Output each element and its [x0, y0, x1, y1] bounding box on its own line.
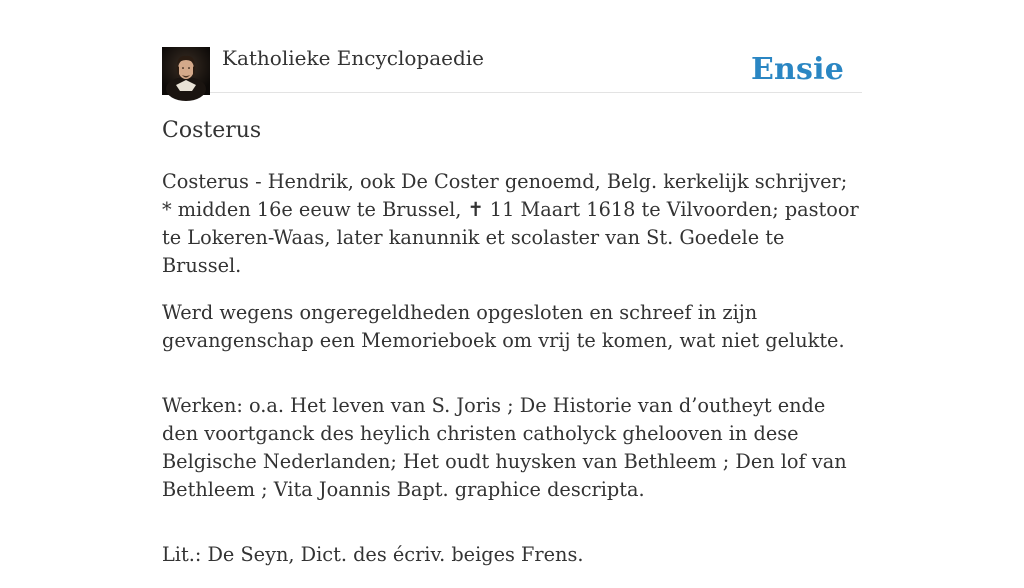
brand-logo[interactable]: Ensie: [750, 52, 844, 87]
avatar-portrait-graphic: [162, 47, 210, 95]
article-paragraph-literature: Lit.: De Seyn, Dict. des écriv. beiges Frens.: [162, 543, 584, 566]
page-title: Costerus: [162, 118, 262, 143]
article-paragraph-biography: Werd wegens ongeregeldheden opgesloten en schreef in zijn gevangenschap een Memorieboek om vrij te komen, wat niet gelukte.: [162, 301, 845, 352]
article-paragraph-intro: Costerus - Hendrik, ook De Coster genoemd, Belg. kerkelijk schrijver; * midden 16e eeuw te Brussel, ✝ 11 Maart 1618 te Vilvoorden; pastoor te Lokeren-Waas, later kanunnik et scolaster van St. Goedele te Brussel.: [162, 170, 859, 277]
article-body: [162, 168, 862, 588]
site-name[interactable]: Katholieke Encyclopaedie: [222, 46, 484, 70]
portrait-avatar-icon[interactable]: [162, 47, 210, 95]
site-header: [162, 44, 862, 93]
article-paragraph-works: Werken: o.a. Het leven van S. Joris ; De Historie van d’outheyt ende den voortganck des heylich christen catholyck ghelooven in dese Belgische Nederlanden; Het oudt huysken van Bethleem ; Den lof van Bethleem ; Vita Joannis Bapt. graphice descripta.: [162, 394, 847, 501]
